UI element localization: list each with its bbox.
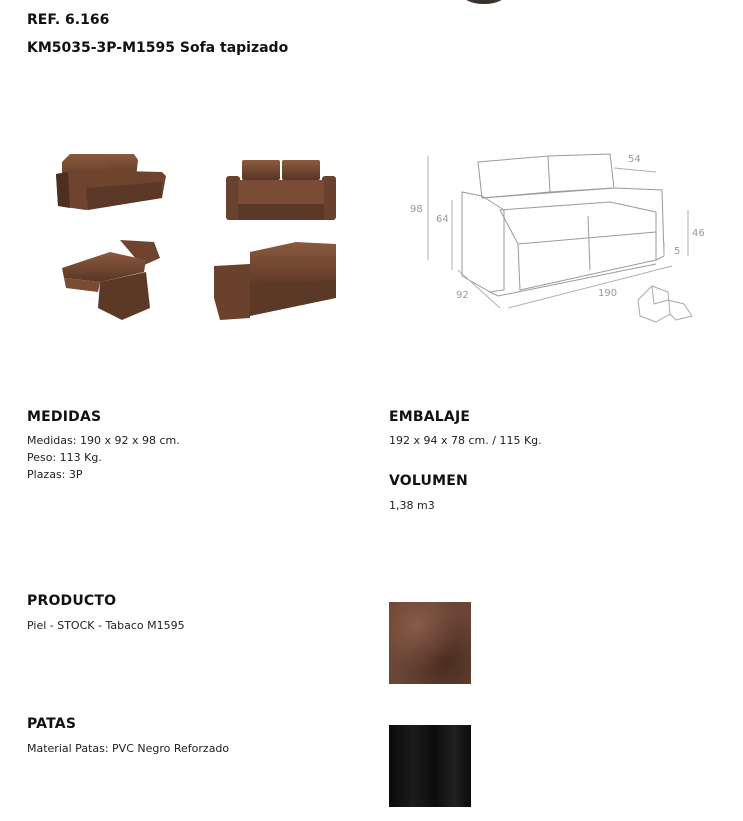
patas-heading: PATAS: [27, 716, 77, 732]
label-height-total: 98: [410, 204, 423, 215]
producto-heading: PRODUCTO: [27, 593, 117, 609]
producto-line: Piel - STOCK - Tabaco M1595: [27, 619, 185, 632]
patas-line: Material Patas: PVC Negro Reforzado: [27, 742, 230, 755]
label-width: 190: [598, 288, 618, 299]
label-back-depth: 54: [628, 154, 641, 165]
medidas-line-seats: Plazas: 3P: [27, 468, 83, 481]
label-arm-height: 46: [692, 228, 705, 239]
medidas-line-dimensions: Medidas: 190 x 92 x 98 cm.: [27, 434, 180, 447]
label-seat-height: 64: [436, 214, 449, 225]
photo-sofa-front: [226, 160, 336, 220]
photo-sofa-three-quarter: [56, 154, 166, 210]
leg-material-swatch: [389, 725, 471, 807]
product-reference: REF. 6.166: [27, 12, 110, 28]
label-leg: 5: [674, 246, 681, 257]
product-photos: [50, 148, 350, 328]
top-decorative-circle: [463, 0, 505, 4]
recliner-sketch: [638, 286, 692, 322]
photo-sofa-reclined: [62, 240, 160, 320]
leather-swatch: [389, 602, 471, 684]
depth-dimension-line: [458, 270, 500, 308]
volumen-heading: VOLUMEN: [389, 473, 468, 489]
back-depth-dimension-line: [614, 168, 656, 172]
dimension-diagram: [400, 140, 710, 340]
product-title: KM5035-3P-M1595 Sofa tapizado: [27, 40, 289, 56]
medidas-line-weight: Peso: 113 Kg.: [27, 451, 102, 464]
photo-sofa-back: [214, 242, 336, 320]
volumen-line: 1,38 m3: [389, 499, 435, 512]
embalaje-heading: EMBALAJE: [389, 409, 471, 425]
label-depth: 92: [456, 290, 469, 301]
medidas-heading: MEDIDAS: [27, 409, 102, 425]
embalaje-line: 192 x 94 x 78 cm. / 115 Kg.: [389, 434, 542, 447]
